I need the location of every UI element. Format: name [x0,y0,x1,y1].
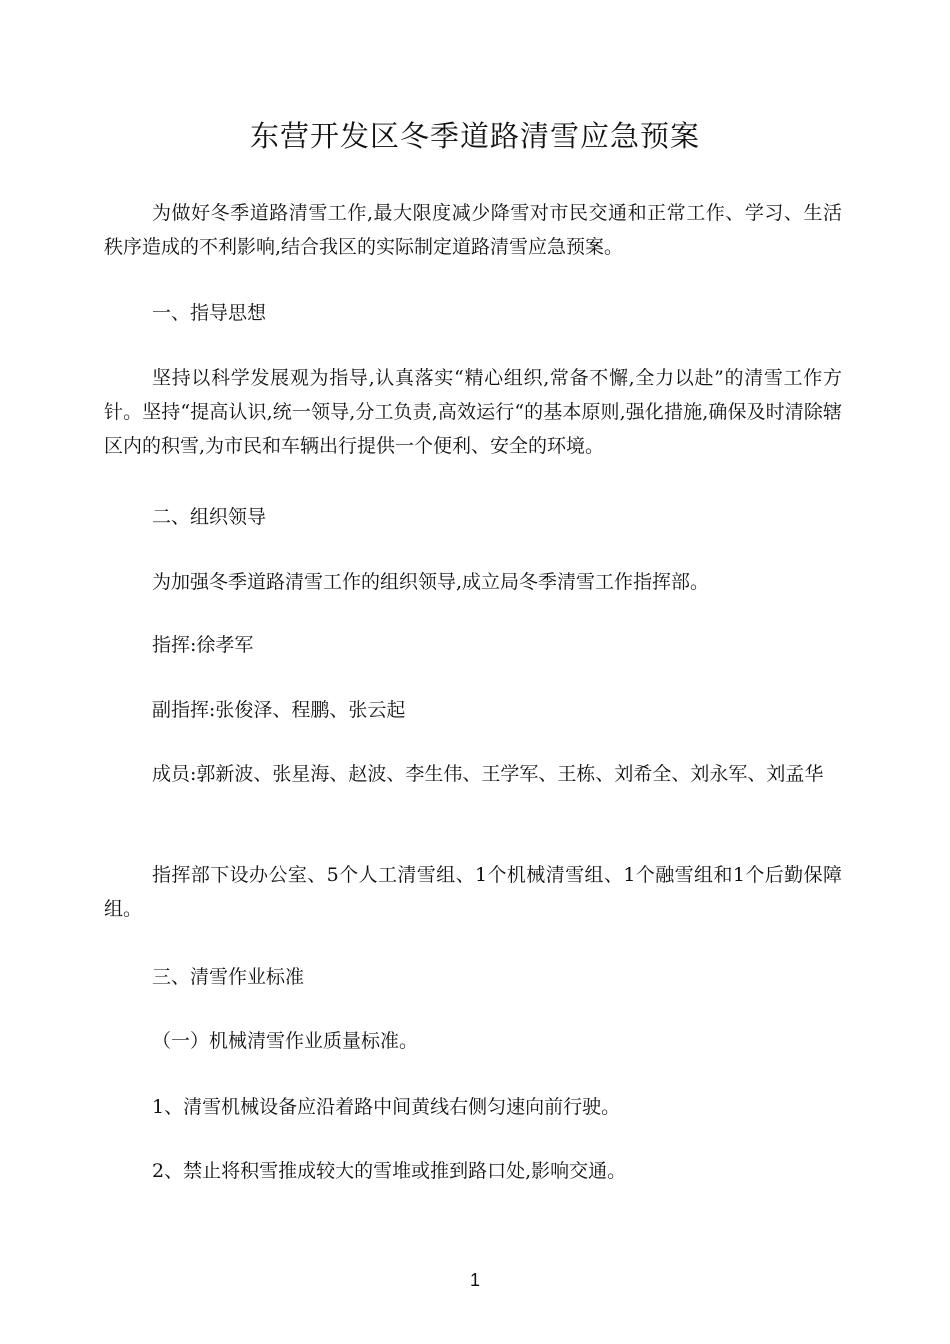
rule-item-1: 1、清雪机械设备应沿着路中间黄线右侧匀速向前行驶。 [152,1096,621,1118]
intro-paragraph: 为做好冬季道路清雪工作,最大限度减少降雪对市民交通和正常工作、学习、生活秩序造成的不利影响,结合我区的实际制定道路清雪应急预案。 [104,202,842,258]
organization-paragraph: 为加强冬季道路清雪工作的组织领导,成立局冬季清雪工作指挥部。 [152,571,710,593]
document-title: 东营开发区冬季道路清雪应急预案 [249,119,700,153]
office-setup-paragraph: 指挥部下设办公室、5个人工清雪组、1个机械清雪组、1个融雪组和1个后勤保障组。 [104,864,842,920]
section-heading-standards: 三、清雪作业标准 [152,966,305,988]
rule-item-2: 2、禁止将积雪推成较大的雪堆或推到路口处,影响交通。 [152,1160,627,1182]
deputy-commander-line: 副指挥:张俊泽、程鹏、张云起 [152,699,406,721]
subsection-heading-mechanical: （一）机械清雪作业质量标准。 [152,1030,419,1052]
guiding-ideology-paragraph: 坚持以科学发展观为指导,认真落实“精心组织,常备不懈,全力以赴”的清雪工作方针。坚持“提高认识,统一领导,分工负责,高效运行“的基本原则,强化措施,确保及时清除辖区内的积雪,为市民和车辆出行提供一个便利、安全的环境。 [104,367,842,457]
page-number: 1 [469,1270,480,1290]
members-paragraph: 成员:郭新波、张星海、赵波、李生伟、王学军、王栋、刘希全、刘永军、刘孟华 [152,763,824,785]
section-heading-organization: 二、组织领导 [152,506,267,528]
commander-line: 指挥:徐孝军 [152,634,254,656]
section-heading-guiding-ideology: 一、指导思想 [152,302,267,324]
